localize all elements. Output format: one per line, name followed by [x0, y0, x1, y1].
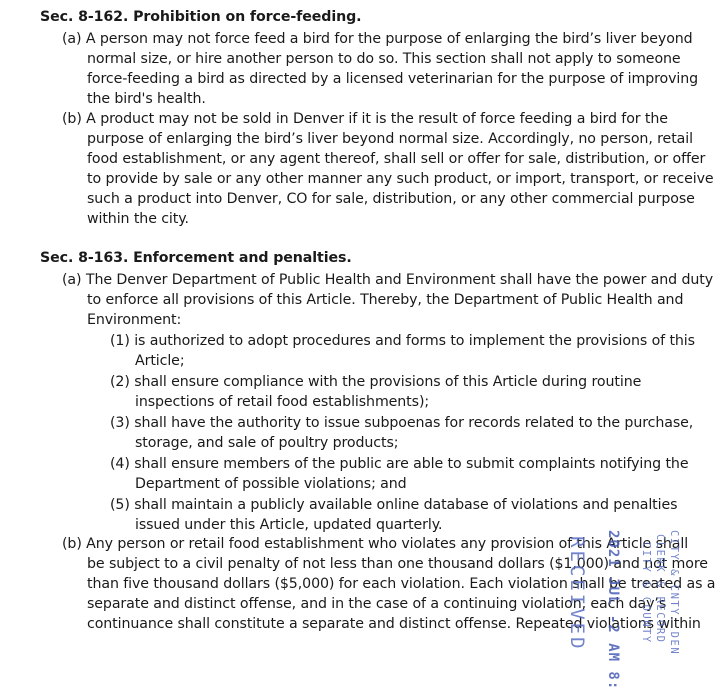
sec-8-163-item-1-line-1: (1) is authorized to adopt procedures and forms to implement the provisions of this [110, 333, 695, 349]
sec-8-162-a-line-2: normal size, or hire another person to do so. This section shall not apply to someone [87, 51, 681, 67]
stamp-city: CITY & CNTY. DEN [668, 530, 680, 656]
sec-8-162-heading: Sec. 8-162. Prohibition on force-feeding. [40, 9, 362, 25]
sec-8-163-item-2-line-2: inspections of retail food establishments); [135, 394, 430, 410]
sec-8-162-a-line-4: the bird's health. [87, 91, 206, 107]
sec-8-162-b-line-3: food establishment, or any agent thereof, shall sell or offer for sale, distribution, or offer [87, 151, 706, 167]
sec-8-163-b-line-3: than five thousand dollars ($5,000) for each violation. Each violation shall be treated as a [87, 576, 716, 592]
sec-8-163-item-3-line-2: storage, and sale of poultry products; [135, 435, 399, 451]
sec-8-163-a-line-2: to enforce all provisions of this Article. Thereby, the Department of Public Health and [87, 292, 684, 308]
sec-8-163-b-line-2: be subject to a civil penalty of not less than one thousand dollars ($1,000) and not more [87, 556, 708, 572]
sec-8-162-b-line-5: such a product into Denver, CO for sale, distribution, or any other commercial purpose [87, 191, 695, 207]
sec-8-163-item-3-line-1: (3) shall have the authority to issue subpoenas for records related to the purchase, [110, 415, 694, 431]
sec-8-162-b-line-6: within the city. [87, 211, 189, 227]
sec-8-163-item-2-line-1: (2) shall ensure compliance with the provisions of this Article during routine [110, 374, 642, 390]
sec-8-162-a-line-1: (a) A person may not force feed a bird for the purpose of enlarging the bird’s liver beyond [62, 31, 693, 47]
sec-8-163-b-line-5: continuance shall constitute a separate and distinct offense. Repeated violations within [87, 616, 701, 632]
sec-8-162-b-line-1: (b) A product may not be sold in Denver if it is the result of force feeding a bird for the [62, 111, 668, 127]
sec-8-162-b-line-2: purpose of enlarging the bird’s liver beyond normal size. Accordingly, no person, retail [87, 131, 693, 147]
sec-8-163-a-line-1: (a) The Denver Department of Public Health and Environment shall have the power and duty [62, 272, 714, 288]
sec-8-163-item-4-line-2: Department of possible violations; and [135, 476, 407, 492]
sec-8-163-b-line-1: (b) Any person or retail food establishment who violates any provision of this Article shall [62, 536, 689, 552]
stamp-city-county: CITY & COUNTY [640, 542, 652, 644]
stamp-clerk: CLERK & RECORD [654, 534, 666, 644]
sec-8-163-heading: Sec. 8-163. Enforcement and penalties. [40, 250, 352, 266]
sec-8-163-a-line-3: Environment: [87, 312, 182, 328]
sec-8-163-item-5-line-1: (5) shall maintain a publicly available online database of violations and penalties [110, 497, 678, 513]
stamp-received: RECEIVED [566, 536, 588, 652]
sec-8-163-b-line-4: separate and distinct offense, and in the case of a continuing violation, each day’s [87, 596, 667, 612]
sec-8-162-b-line-4: to provide by sale or any other manner any such product, or import, transport, or receive [87, 171, 714, 187]
sec-8-163-item-4-line-1: (4) shall ensure members of the public are able to submit complaints notifying the [110, 456, 689, 472]
stamp-time: 2021 JUL -2 AM 8: [605, 530, 621, 690]
sec-8-163-item-5-line-2: issued under this Article, updated quarterly. [135, 517, 443, 533]
sec-8-162-a-line-3: force-feeding a bird as directed by a licensed veterinarian for the purpose of improving [87, 71, 699, 87]
sec-8-163-item-1-line-2: Article; [135, 353, 185, 369]
